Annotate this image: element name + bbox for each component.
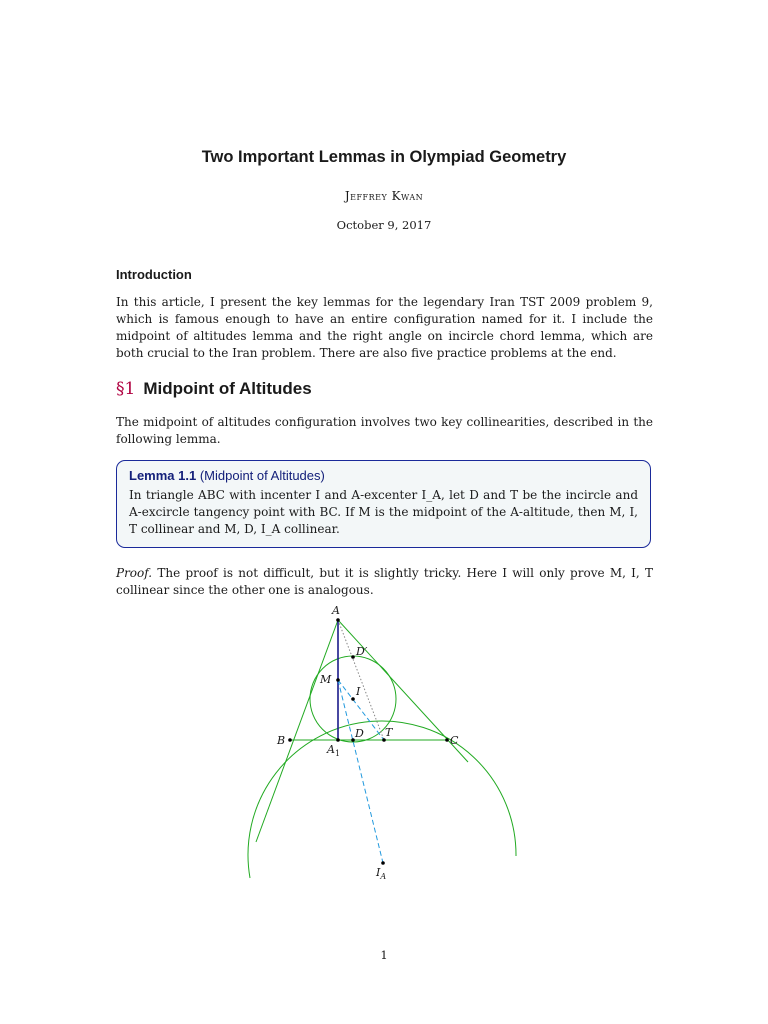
- label-d: D: [355, 727, 364, 740]
- section-heading: [116, 379, 312, 399]
- label-c: C: [450, 734, 459, 747]
- dashed-line-m-ia: [338, 680, 383, 863]
- point-ia: [381, 861, 385, 865]
- point-m: [336, 678, 340, 682]
- excircle-arc: [248, 721, 516, 878]
- point-b: [288, 738, 292, 742]
- label-i: I: [356, 685, 361, 698]
- author-name: Jeffrey Kwan: [344, 189, 424, 203]
- proof-paragraph: [116, 565, 653, 599]
- introduction-heading: Introduction: [116, 267, 192, 282]
- lemma-box: [116, 460, 651, 548]
- page-number: 1: [380, 948, 388, 962]
- side-ab: [256, 620, 341, 842]
- geometry-figure: [240, 600, 540, 890]
- dotted-line-at: [338, 620, 384, 740]
- publication-date: October 9, 2017: [336, 218, 432, 232]
- lemma-label: Lemma 1.1: [129, 468, 197, 483]
- lemma-statement: In triangle ABC with incenter I and A-excenter I_A, let D and T be the incircle and A-excircle tangency point with BC. If M is the midpoint of the A-altitude, then M, I, T collinear and M, D, I_A collinear.: [129, 488, 638, 536]
- label-m: M: [320, 673, 332, 686]
- label-t: T: [385, 726, 393, 739]
- point-a: [336, 618, 340, 622]
- label-ia-main: I: [376, 866, 381, 879]
- label-b: B: [277, 734, 286, 747]
- section-number: §1: [116, 379, 136, 399]
- lemma-name: (Midpoint of Altitudes): [199, 468, 325, 483]
- label-ia: [375, 866, 386, 881]
- point-c: [445, 738, 449, 742]
- proof-text: The proof is not difficult, but it is slightly tricky. Here I will only prove M, I, T collinear since the other one is analogous.: [116, 566, 653, 597]
- label-a1: [326, 743, 340, 758]
- label-a: A: [332, 604, 340, 617]
- label-dp: D′: [356, 645, 368, 658]
- label-a1-sub: 1: [334, 749, 341, 758]
- point-a1: [336, 738, 340, 742]
- section-title: Midpoint of Altitudes: [143, 379, 312, 398]
- point-i: [351, 697, 355, 701]
- introduction-paragraph: In this article, I present the key lemmas for the legendary Iran TST 2009 problem 9, which is famous enough to have an entire configuration named for it. I include the midpoint of altitudes lemma and the right angle on incircle chord lemma, which are both crucial to the Iran problem. There are also five practice problems at the end.: [116, 295, 653, 360]
- paper-title: Two Important Lemmas in Olympiad Geometry: [201, 148, 567, 166]
- point-dp: [351, 655, 355, 659]
- section-intro-paragraph: The midpoint of altitudes configuration involves two key collinearities, described in the following lemma.: [116, 415, 653, 446]
- lemma-title: [129, 468, 638, 483]
- label-ia-sub: A: [380, 872, 387, 881]
- label-a1-main: A: [327, 743, 335, 756]
- proof-label: Proof.: [116, 566, 153, 580]
